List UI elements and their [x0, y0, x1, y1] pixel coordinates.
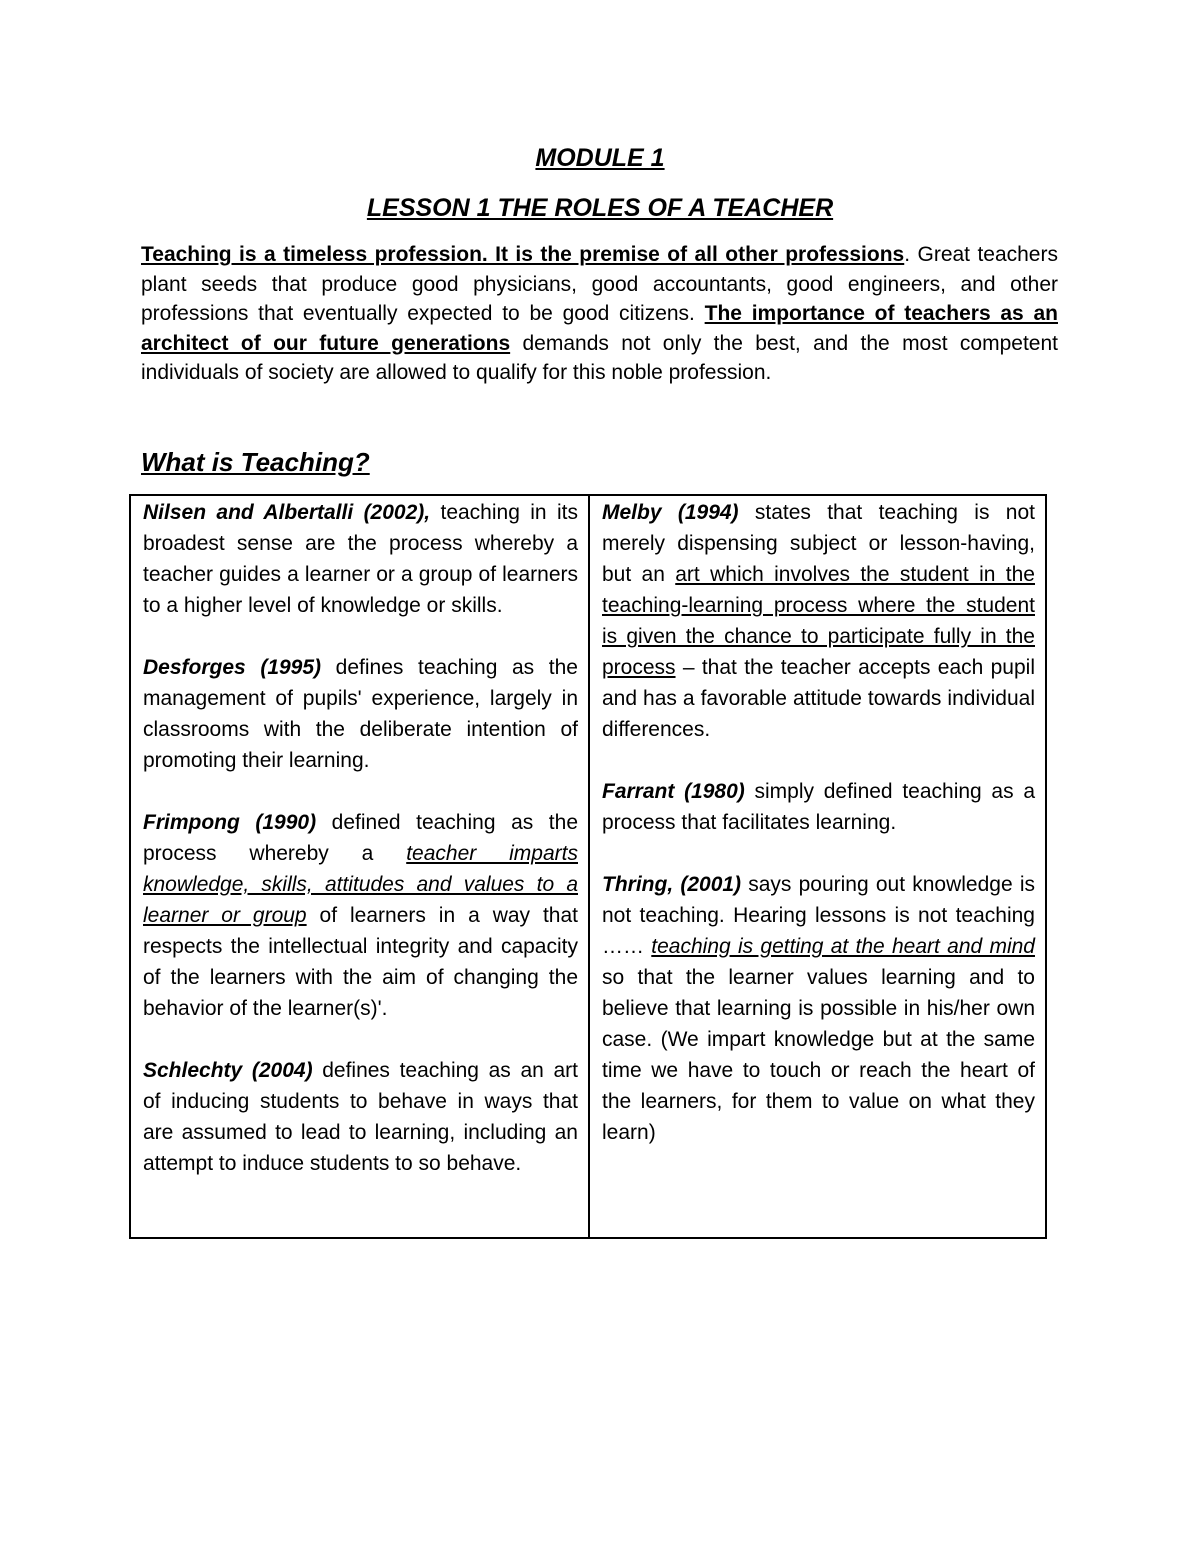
definition-text: says pouring out knowledge is not teaching. Hearing lessons is not teaching …… [602, 873, 1035, 958]
definition-emphasis: art which involves the student in the teaching-learning process where the student is given the chance to participate fully in the process [602, 563, 1035, 679]
definitions-table [129, 494, 1047, 1239]
right-column [590, 496, 1045, 1237]
definition-text: defines teaching as the management of pupils' experience, largely in classrooms with the deliberate intention of promoting their learning. [143, 656, 578, 772]
lesson-title: LESSON 1 THE ROLES OF A TEACHER [366, 194, 834, 222]
author-name: Farrant (1980) [602, 780, 745, 803]
intro-bold-2: The importance of teachers as an architect of our future generations [141, 302, 1058, 355]
definition-schlechty [143, 1055, 578, 1179]
author-name: Frimpong (1990) [143, 811, 317, 834]
author-name: Nilsen and Albertalli (2002), [143, 501, 431, 524]
module-title: MODULE 1 [535, 144, 665, 172]
definition-text: teaching in its broadest sense are the process whereby a teacher guides a learner or a group of learners to a higher level of knowledge or skills. [143, 501, 578, 617]
author-name: Desforges (1995) [143, 656, 322, 679]
section-heading: What is Teaching? [141, 447, 370, 477]
definition-desforges [143, 652, 578, 776]
definition-text: so that the learner values learning and to believe that learning is possible in his/her own case. (We impart knowledge but at the same time we have to touch or reach the heart of the learners, for them to value on what they learn) [602, 966, 1035, 1144]
author-name: Melby (1994) [602, 501, 739, 524]
definition-text: defines teaching as an art of inducing students to behave in ways that are assumed to lead to learning, including an attempt to induce students to so behave. [143, 1059, 578, 1175]
definition-text: simply defined teaching as a process that facilitates learning. [602, 780, 1036, 834]
definition-emphasis: teacher imparts knowledge, skills, attitudes and values to a learner or group [143, 842, 578, 927]
definition-melby [602, 497, 1035, 745]
definition-text: states that teaching is not merely dispensing subject or lesson-having, but an [602, 501, 1035, 586]
definition-emphasis: teaching is getting at the heart and mind [651, 935, 1035, 958]
author-name: Schlechty (2004) [143, 1059, 313, 1082]
intro-lead-bold: Teaching is a timeless profession. It is the premise of all other professions [141, 243, 905, 266]
intro-paragraph [141, 240, 1058, 388]
definition-thring [602, 869, 1035, 1148]
intro-text-1: . Great teachers plant seeds that produce good physicians, good accountants, good engineers, and other professions that eventually expected to be good citizens. [141, 243, 1058, 325]
definition-text: of learners in a way that respects the intellectual integrity and capacity of the learners with the aim of changing the behavior of the learner(s)'. [143, 904, 578, 1020]
definition-text: – that the teacher accepts each pupil and has a favorable attitude towards individual differences. [602, 656, 1035, 741]
definition-farrant [602, 776, 1035, 838]
definition-frimpong [143, 807, 578, 1024]
definition-nilsen-albertalli [143, 497, 578, 621]
author-name: Thring, (2001) [602, 873, 742, 896]
intro-text-2: demands not only the best, and the most competent individuals of society are allowed to qualify for this noble profession. [141, 331, 1058, 384]
definition-text: defined teaching as the process whereby a [143, 811, 578, 865]
left-column [131, 496, 590, 1237]
